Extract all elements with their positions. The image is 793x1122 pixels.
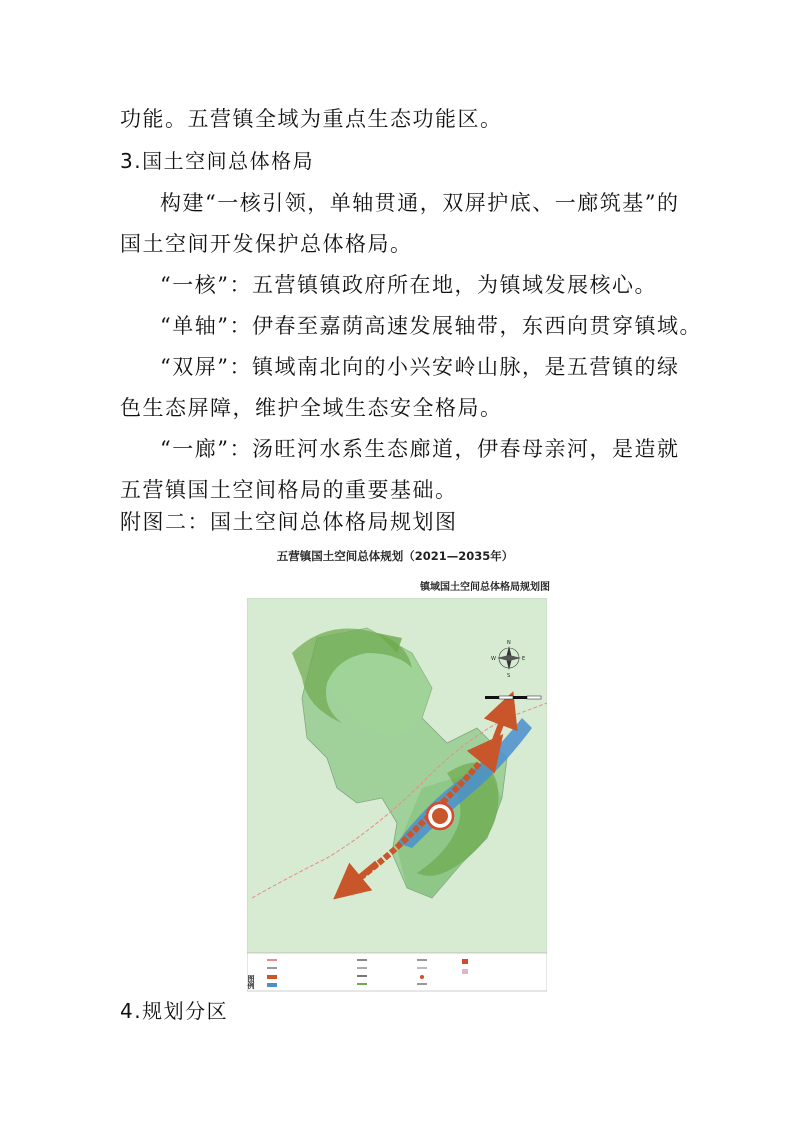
map-title: 五营镇国土空间总体规划（2021—2035年）: [276, 549, 514, 563]
compass-w-label: W: [491, 656, 496, 662]
core-center: [432, 808, 448, 824]
text-line-8: “一廊”：汤旺河水系生态廊道，伊春母亲河，是造就: [160, 437, 680, 461]
text-line-6: “双屏”：镇域南北向的小兴安岭山脉，是五营镇的绿: [160, 355, 680, 379]
compass-n-label: N: [507, 640, 511, 646]
map-canvas: [247, 598, 547, 1010]
compass-e-label: E: [522, 656, 526, 662]
text-line-5: “单轴”：伊春至嘉荫高速发展轴带，东西向贯穿镇域。: [160, 314, 702, 338]
section-heading-4: 4.规划分区: [120, 999, 229, 1023]
section-heading-3: 3.国土空间总体格局: [120, 149, 315, 173]
text-line-2: 构建“一核引领，单轴贯通，双屏护底、一廊筑基”的: [160, 191, 680, 215]
text-line-9: 五营镇国土空间格局的重要基础。: [120, 478, 458, 502]
text-line-3: 国土空间开发保护总体格局。: [120, 232, 413, 256]
map-subtitle: 镇域国土空间总体格局规划图: [420, 582, 550, 593]
legend: [247, 953, 547, 991]
scale-bar: [485, 696, 541, 699]
text-line-1: 功能。五营镇全域为重点生态功能区。: [120, 107, 503, 131]
legend-title: 图例: [247, 975, 255, 989]
figure-caption: 附图二：国土空间总体格局规划图: [120, 510, 458, 534]
text-line-4: “一核”：五营镇镇政府所在地，为镇域发展核心。: [160, 273, 657, 297]
compass-s-label: S: [507, 673, 511, 679]
planning-map-figure: [230, 548, 560, 989]
text-line-7: 色生态屏障，维护全域生态安全格局。: [120, 396, 503, 420]
